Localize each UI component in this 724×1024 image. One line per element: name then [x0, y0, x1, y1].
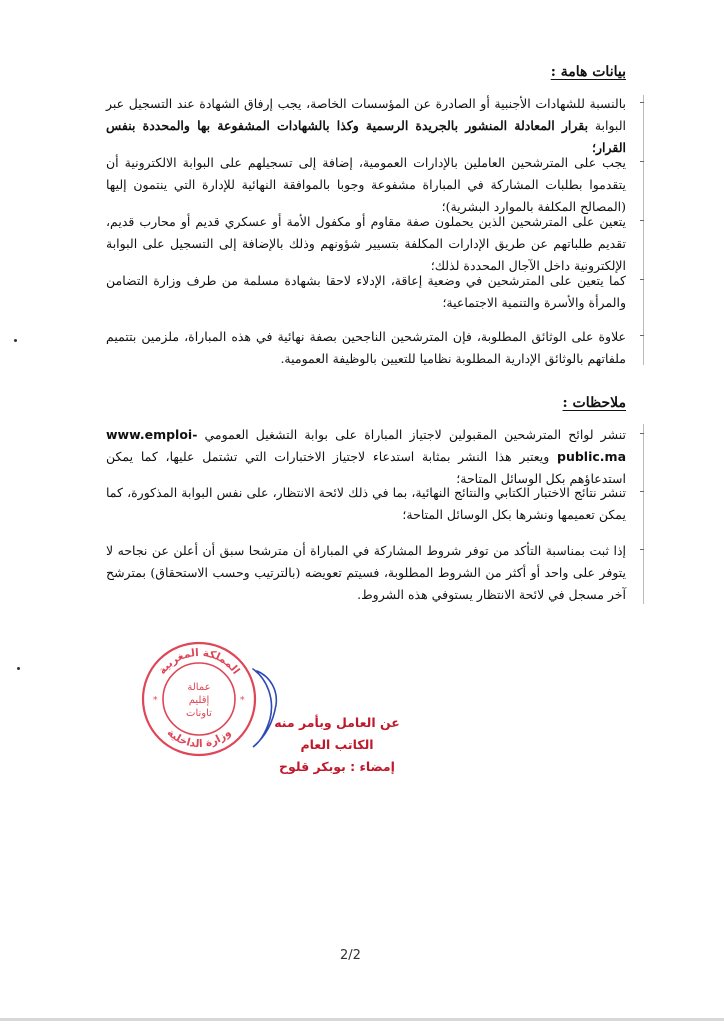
note-item-1: تنشر لوائح المترشحين المقبولين لاجتياز المباراة على بوابة التشغيل العمومي www.emploi-public.ma ويعتبر هذا النشر بمثابة استدعاء لاجتياز الاختبارات التي تشتمل عليها، كما يمكن استدعاؤهم بكل الوسائل المتاحة؛: [106, 424, 626, 490]
note-item-2: تنشر نتائج الاختبار الكتابي والنتائج النهائية، بما في ذلك لائحة الانتظار، على نفس البوابة المذكورة، كما يمكن تعميمها ونشرها بكل الوسائل المتاحة؛: [106, 482, 626, 526]
stamp-center-line-2: إقليم: [188, 695, 210, 706]
signature-line-3: إمضاء : بوبكر قلوح: [279, 759, 395, 774]
scan-edge: [0, 1018, 724, 1021]
stamp-center-line-1: عمالة: [187, 682, 211, 693]
signature-line-2: الكاتب العام: [300, 737, 374, 752]
bullet-rule: [643, 95, 644, 365]
bullet-rule: [643, 424, 644, 604]
note-item-3: إذا ثبت بمناسبة التأكد من توفر شروط المشاركة في المباراة أن مترشحا سبق أن أعلن عن نجاحه لا يتوفر على واحد أو أكثر من الشروط المطلوبة، فسيتم تعويضه (بالترتيب وحسب الاستحقاق) بمترشح آخر مسجل في لائحة الانتظار يستوفي هذه الشروط.: [106, 540, 626, 606]
important-item-2: يجب على المترشحين العاملين بالإدارات العمومية، إضافة إلى تسجيلهم على البوابة الالكترونية أن يتقدموا بطلبات المشاركة في المباراة مشفوعة وجوبا بالموافقة النهائية للإدارة التي ينتمون إليها (المصالح المكلفة بالموارد البشرية)؛: [106, 152, 626, 218]
signature-block: [262, 712, 412, 778]
scan-speck: [17, 667, 20, 670]
svg-text:وزارة الداخلية: [165, 727, 234, 750]
stamp-bottom-text: وزارة الداخلية: [164, 726, 234, 751]
stamp-center-line-3: تاونات: [186, 708, 212, 719]
notes-heading: ملاحظات :: [562, 395, 626, 411]
scan-speck: [14, 339, 17, 342]
important-item-5: علاوة على الوثائق المطلوبة، فإن المترشحين الناجحين بصفة نهائية في هذه المباراة، ملزمين بتتميم ملفاتهم بالوثائق الإدارية المطلوبة نظاميا للتعيين بالوظيفة العمومية.: [106, 326, 626, 370]
important-info-heading: بيانات هامة :: [550, 64, 626, 80]
important-item-1: بالنسبة للشهادات الأجنبية أو الصادرة عن المؤسسات الخاصة، يجب إرفاق الشهادة عند التسجيل عبر البوابة بقرار المعادلة المنشور بالجريدة الرسمية وكذا بالشهادات المشفوعة بها والمحددة بنفس القرار؛: [106, 93, 626, 159]
important-item-4: كما يتعين على المترشحين في وضعية إعاقة، الإدلاء لاحقا بشهادة مسلمة من طرف وزارة التضامن والمرأة والأسرة والتنمية الاجتماعية؛: [106, 270, 626, 314]
official-stamp: [140, 640, 258, 758]
important-item-3: يتعين على المترشحين الذين يحملون صفة مقاوم أو مكفول الأمة أو عسكري قديم أو محارب قديم، تقديم طلباتهم عن طريق الإدارات المكلفة بتسيير شؤونهم وذلك بالإضافة إلى التسجيل على البوابة الإلكترونية داخل الآجال المحددة لذلك؛: [106, 211, 626, 277]
stamp-top-text: المملكة المغربية: [156, 646, 242, 677]
signature-line-1: عن العامل وبأمر منه: [274, 715, 400, 730]
svg-text:*: *: [153, 696, 158, 706]
svg-text:*: *: [240, 696, 245, 706]
page-number: 2/2: [340, 948, 361, 963]
portal-link[interactable]: www.emploi-public.ma: [106, 427, 626, 464]
